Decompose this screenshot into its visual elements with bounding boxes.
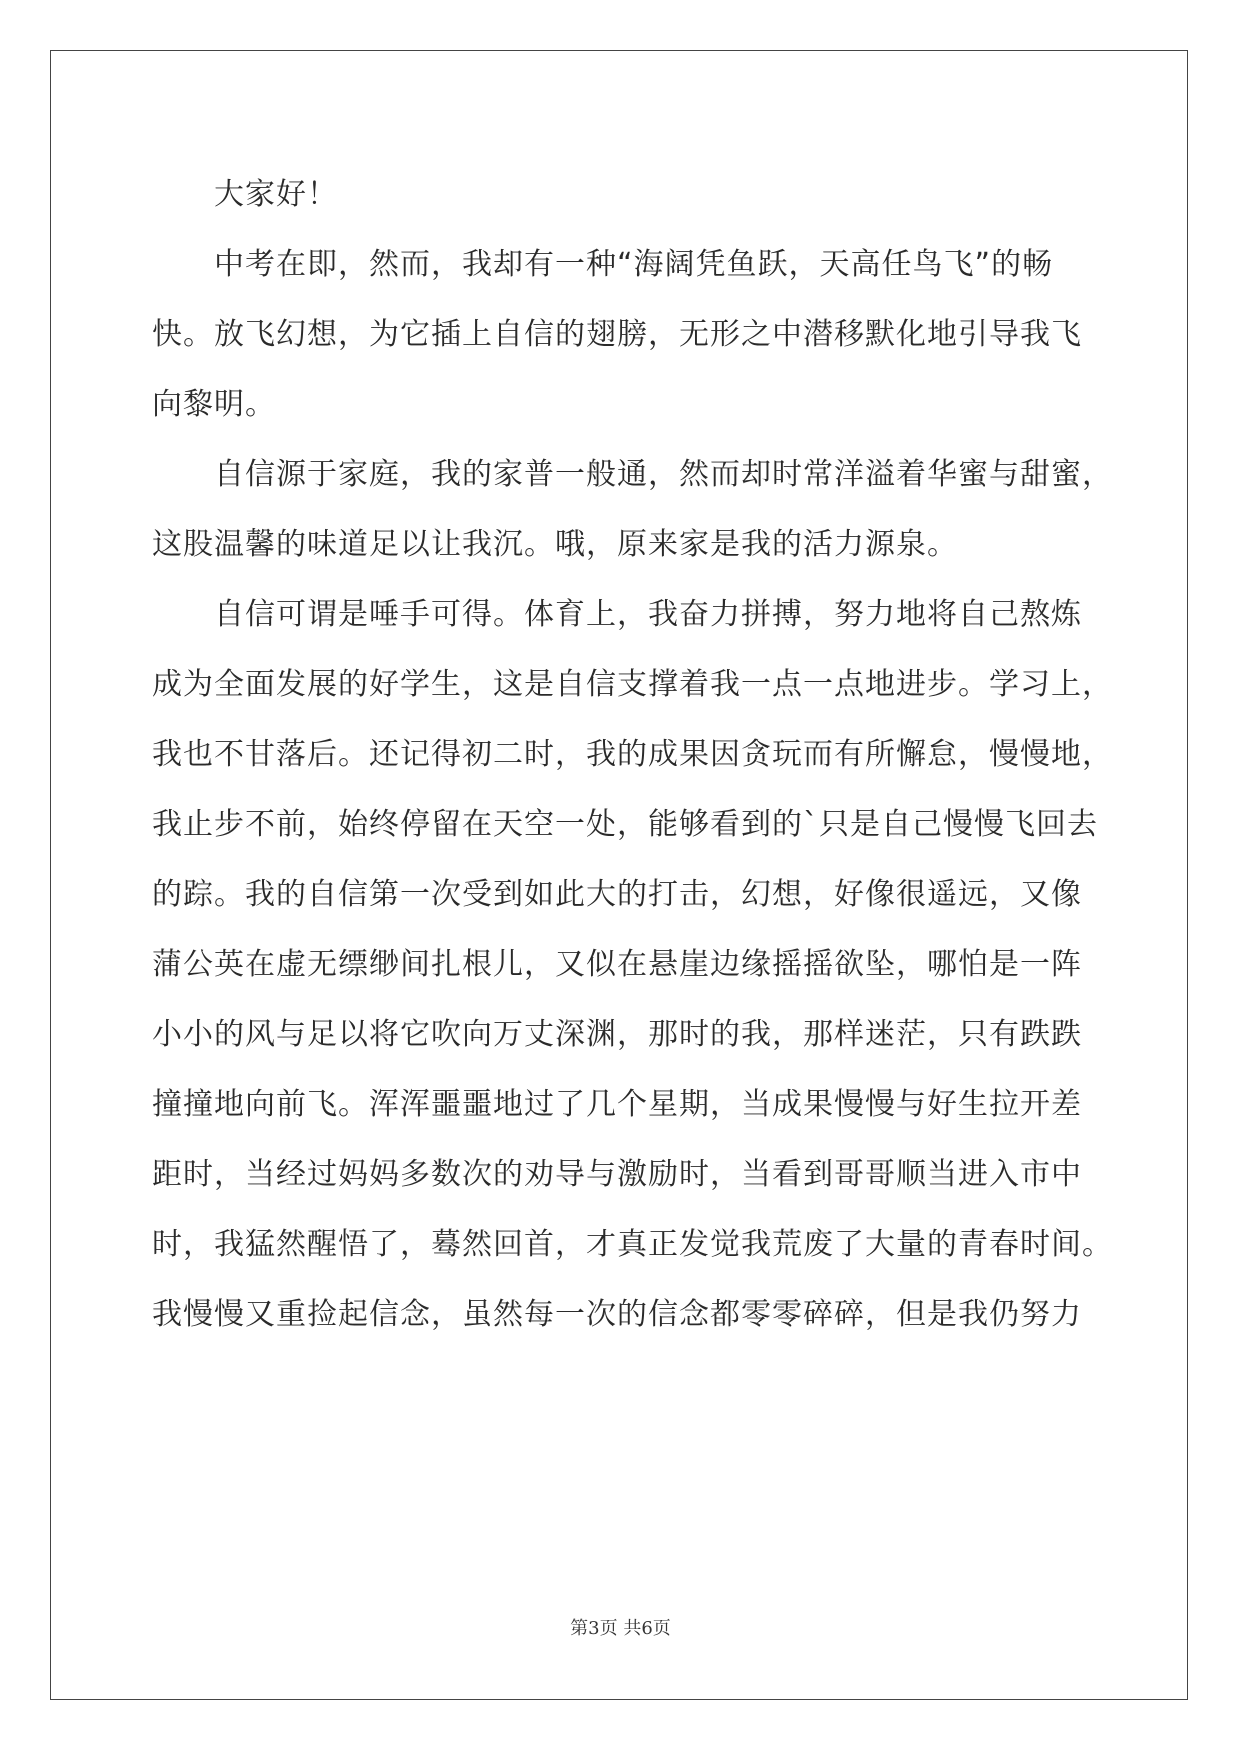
body-line: 蒲公英在虚无缥缈间扎根儿，又似在悬崖边缘摇摇欲坠，哪怕是一阵 — [152, 947, 1082, 982]
body-line: 我止步不前，始终停留在天空一处，能够看到的`只是自己慢慢飞回去 — [152, 807, 1098, 842]
body-line: 中考在即，然而，我却有一种“海阔凭鱼跃，天高任鸟飞”的畅 — [214, 247, 1054, 282]
body-line: 我慢慢又重捡起信念，虽然每一次的信念都零零碎碎，但是我仍努力 — [152, 1297, 1082, 1332]
body-line: 小小的风与足以将它吹向万丈深渊，那时的我，那样迷茫，只有跌跌 — [152, 1017, 1082, 1052]
body-line: 时，我猛然醒悟了，蓦然回首，才真正发觉我荒废了大量的青春时间。 — [152, 1227, 1113, 1262]
body-line: 撞撞地向前飞。浑浑噩噩地过了几个星期，当成果慢慢与好生拉开差 — [152, 1087, 1082, 1122]
body-line: 向黎明。 — [152, 387, 276, 422]
body-line: 这股温馨的味道足以让我沉。哦，原来家是我的活力源泉。 — [152, 527, 958, 562]
body-line: 的踪。我的自信第一次受到如此大的打击，幻想，好像很遥远，又像 — [152, 877, 1082, 912]
document-body — [152, 160, 1113, 1350]
body-line: 自信源于家庭，我的家普一般通，然而却时常洋溢着华蜜与甜蜜， — [214, 457, 1113, 492]
body-line: 我也不甘落后。还记得初二时，我的成果因贪玩而有所懈怠，慢慢地， — [152, 737, 1113, 772]
body-line: 成为全面发展的好学生，这是自信支撑着我一点一点地进步。学习上， — [152, 667, 1113, 702]
body-line: 大家好！ — [214, 177, 338, 212]
body-line: 自信可谓是唾手可得。体育上，我奋力拼搏，努力地将自己熬炼 — [214, 597, 1082, 632]
body-line: 距时，当经过妈妈多数次的劝导与激励时，当看到哥哥顺当进入市中 — [152, 1157, 1082, 1192]
page-number: 第3页 共6页 — [570, 1618, 671, 1639]
body-line: 快。放飞幻想，为它插上自信的翅膀，无形之中潜移默化地引导我飞 — [152, 317, 1082, 352]
